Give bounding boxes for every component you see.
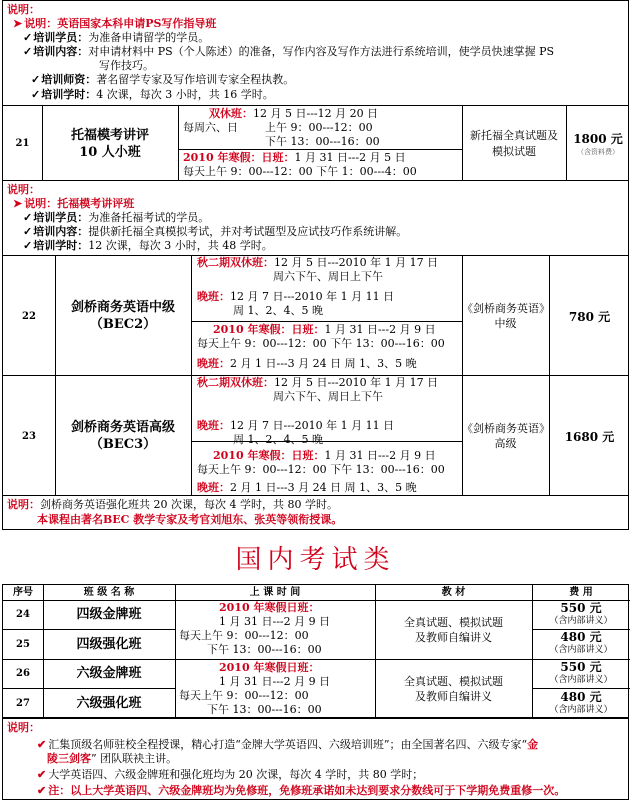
- toefl-note-block: [2, 180, 629, 255]
- schedule-dates: 12 月 5 日---2010 年 1 月 17 日: [274, 376, 439, 389]
- schedule-time: 每天上午 9：00---12：00: [179, 629, 309, 642]
- schedule-label: 晚班：: [197, 481, 230, 494]
- schedule-days: 周 1、2、4、5 晚: [233, 304, 323, 317]
- schedule-label: 晚班：: [197, 357, 230, 370]
- ps-note-block: [2, 0, 629, 105]
- bec-note-block: [2, 495, 629, 530]
- info-line: ✓培训学时：4 次课，每次 3 小时，共 16 学时。: [31, 88, 274, 101]
- course-row-21: [2, 105, 629, 180]
- schedule-label: 晚班：: [197, 419, 230, 432]
- info-line: 写作技巧。: [99, 59, 154, 72]
- course-number: 23: [22, 430, 36, 442]
- course-title: 托福模考讲评 10 人小班: [70, 127, 149, 160]
- note-line: ✔ 汇集顶级名师驻校全程授课，精心打造“金牌大学英语四、六级培训班”；由全国著名四、六级专家“金: [37, 738, 539, 751]
- schedule-days: 每周六、日: [183, 121, 238, 134]
- info-line: ✓培训学员：为准备托福考试的学员。: [23, 211, 210, 224]
- class-name: ➤ 说明：英语国家本科申请PS写作指导班: [13, 17, 217, 30]
- note-line: ✔ 注：以上大学英语四、六级金牌班均为免修班，免修班承诺如未达到要求分数线可于下学期免费重修一次。: [37, 784, 566, 797]
- schedule-label: 2010 年寒假：: [183, 151, 262, 164]
- course-material: 《剑桥商务英语》 中级: [462, 302, 550, 330]
- note-line: 说明：剑桥商务英语强化班共 20 次课，每次 4 学时，共 80 学时。: [7, 498, 338, 511]
- info-line: ✓培训学员：为准备申请留学的学员。: [23, 31, 210, 44]
- note-label: 说明：: [7, 3, 40, 16]
- course-number: 24: [16, 609, 30, 620]
- schedule-time: 下午 13：00---16：00: [207, 703, 322, 716]
- schedule-dates: 12 月 5 日---2010 年 1 月 17 日: [274, 256, 439, 269]
- course-price: 1800 元 （含资料费）: [573, 132, 623, 156]
- course-title: 剑桥商务英语中级 （BEC2）: [70, 300, 175, 332]
- course-row-23: [2, 375, 629, 495]
- table-header-material: 教 材: [441, 587, 466, 598]
- course-number: 22: [22, 310, 36, 322]
- table-header-name: 班 级 名 称: [83, 587, 135, 598]
- info-line: ✓培训师资：著名留学专家及写作培训专家全程执教。: [31, 73, 295, 86]
- schedule-time: 下午 13：00---16：00: [207, 643, 322, 656]
- schedule-label: 2010 年寒假：: [213, 323, 292, 336]
- course-number: 25: [16, 638, 30, 650]
- course-price: 550 元 （含内部讲义）: [549, 659, 613, 685]
- schedule-label: 2010 年寒假日班：: [219, 601, 320, 614]
- note-line: 陵三剑客” 团队联袂主讲。: [47, 752, 178, 765]
- schedule-dates: 1 月 31 日---2 月 5 日: [294, 151, 406, 164]
- schedule-label: 2010 年寒假：: [213, 449, 292, 462]
- class-name: ➤ 说明：托福模考讲评班: [13, 197, 135, 210]
- schedule-label: 秋二期双休班：: [197, 256, 274, 269]
- section-heading: 国内考试类: [235, 545, 396, 575]
- schedule-dates: 12 月 7 日---2010 年 1 月 11 日: [230, 290, 395, 303]
- course-price: 480 元 （含内部讲义）: [549, 630, 613, 655]
- schedule-days: 周 1、2、4、5 晚: [233, 433, 323, 446]
- schedule-dates: 1 月 31 日---2 月 9 日: [324, 323, 436, 336]
- table-header-fee: 费 用: [569, 587, 593, 598]
- info-line: ✓培训学时：12 次课，每次 3 小时，共 48 学时。: [23, 239, 273, 252]
- course-price: 1680 元: [564, 429, 615, 444]
- note-label: 说明：: [7, 721, 40, 734]
- schedule-label: 晚班：: [197, 290, 230, 303]
- schedule-label: 秋二期双休班：: [197, 376, 274, 389]
- schedule-label: 双休班：: [209, 107, 253, 120]
- schedule-dates: 1 月 31 日---2 月 9 日: [219, 615, 331, 628]
- schedule-time: 下午 13：00---16：00: [265, 135, 380, 148]
- course-price: 780 元: [568, 309, 611, 324]
- schedule-time: 每天上午 9：00---12：00 下午 13：00---16：00: [197, 337, 445, 350]
- schedule-label: 日班：: [261, 151, 295, 164]
- course-title: 四级强化班: [76, 636, 142, 652]
- course-title: 四级金牌班: [76, 607, 142, 622]
- schedule-dates: 1 月 31 日---2 月 9 日: [324, 449, 436, 462]
- info-line: ✓培训内容：对申请材料中 PS（个人陈述）的准备，写作内容及写作方法进行系统培训，使学员快速掌握 PS: [23, 45, 555, 58]
- course-material: 新托福全真试题及模拟试题: [470, 128, 558, 158]
- schedule-days: 周六下午、周日上下午: [273, 270, 383, 283]
- course-number: 21: [15, 138, 30, 149]
- note-line: ✔ 大学英语四、六级金牌班和强化班均为 20 次课，每次 4 学时，共 80 学时；: [37, 768, 424, 781]
- schedule-time: 上午 9：00---12：00: [265, 121, 373, 134]
- course-price: 550 元 （含内部讲义）: [549, 600, 613, 626]
- course-title: 剑桥商务英语高级 （BEC3）: [70, 420, 175, 452]
- course-material: 全真试题、模拟试题 及教师自编讲义: [404, 675, 503, 703]
- schedule-dates: 1 月 31 日---2 月 9 日: [219, 675, 331, 688]
- schedule-days: 周六下午、周日上下午: [273, 390, 383, 403]
- schedule-dates: 12 月 7 日---2010 年 1 月 11 日: [230, 419, 395, 432]
- course-price: 480 元 （含内部讲义）: [549, 689, 613, 715]
- course-number: 26: [16, 668, 30, 679]
- info-line: ✓培训内容：提供新托福全真模拟考试，并对考试题型及应试技巧作系统讲解。: [23, 225, 408, 238]
- note-line: 本课程由著名BEC 教学专家及考官刘旭东、张英等领衔授课。: [37, 513, 343, 526]
- schedule-dates: 2 月 1 日---3 月 24 日 周 1、3、5 晚: [230, 481, 417, 494]
- course-material: 《剑桥商务英语》 高级: [462, 422, 550, 450]
- note-label: 说明：: [7, 183, 40, 196]
- course-material: 全真试题、模拟试题 及教师自编讲义: [404, 615, 503, 644]
- schedule-label: 2010 年寒假日班：: [219, 661, 320, 674]
- schedule-dates: 12 月 5 日---12 月 20 日: [253, 107, 379, 120]
- schedule-label: 日班：: [291, 323, 325, 336]
- table-header-time: 上 课 时 间: [249, 587, 301, 598]
- schedule-time: 每天上午 9：00---12：00: [179, 689, 309, 702]
- table-header-num: 序号: [13, 587, 33, 598]
- course-title: 六级金牌班: [76, 666, 142, 681]
- cet-note-block: [2, 718, 629, 800]
- course-row-22: [2, 255, 629, 375]
- domestic-exam-table: [2, 584, 629, 718]
- schedule-time: 每天上午 9：00---12：00 下午 13：00---16：00: [197, 463, 445, 476]
- schedule-time: 每天上午 9：00---12：00 下午 1：00---4：00: [183, 165, 417, 178]
- schedule-label: 日班：: [291, 449, 325, 462]
- schedule-dates: 2 月 1 日---3 月 24 日 周 1、3、5 晚: [230, 357, 417, 370]
- course-number: 27: [16, 698, 30, 709]
- course-title: 六级强化班: [76, 696, 142, 711]
